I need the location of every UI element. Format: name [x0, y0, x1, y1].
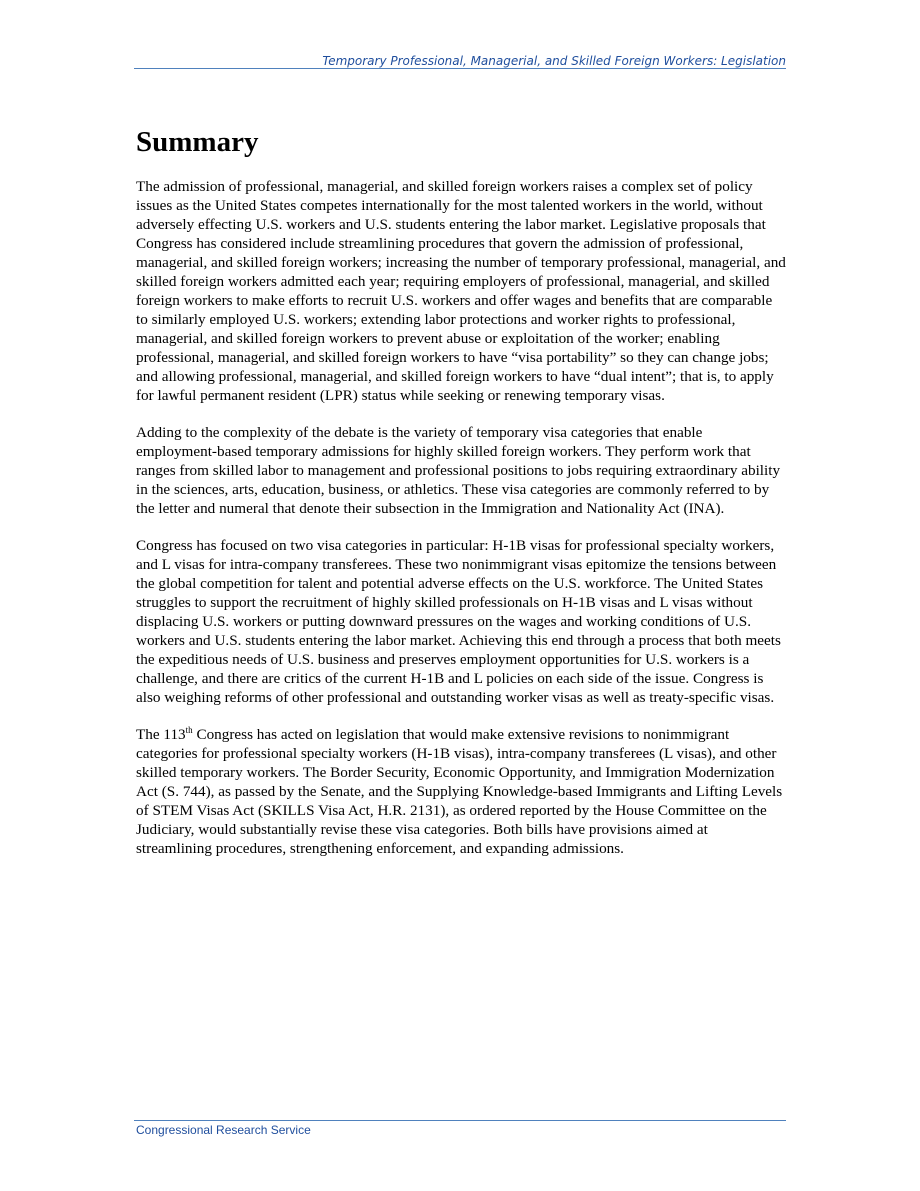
- running-header-title: Temporary Professional, Managerial, and Skilled Foreign Workers: Legislation: [322, 54, 786, 68]
- paragraph-4-rest: Congress has acted on legislation that would make extensive revisions to nonimmigrant categories for professional specialty workers (H-1B visas), intra-company transferees (L visas), and other skilled temporary workers. The Border Security, Economic Opportunity, and Immigration Modernization Act (S. 744), as passed by the Senate, and the Supplying Knowledge-based Immigrants and Lifting Levels of STEM Visas Act (SKILLS Visa Act, H.R. 2131), as ordered reported by the House Committee on the Judiciary, would substantially revise these visa categories. Both bills have provisions aimed at streamlining procedures, strengthening enforcement, and expanding admissions.: [136, 726, 783, 857]
- paragraph-4: [136, 725, 786, 858]
- footer-divider: [134, 1120, 786, 1121]
- footer-publisher: Congressional Research Service: [136, 1123, 311, 1137]
- header-divider: [134, 68, 786, 69]
- paragraph-3: Congress has focused on two visa categories in particular: H-1B visas for professional specialty workers, and L visas for intra-company transferees. These two nonimmigrant visas epitomize the tensions between the global competition for talent and potential adverse effects on the U.S. workforce. The United States struggles to support the recruitment of highly skilled professionals on H-1B visas and L visas without displacing U.S. workers or putting downward pressures on the wages and working conditions of U.S. workers and U.S. students entering the labor market. Achieving this end through a process that both meets the expeditious needs of U.S. business and preserves employment opportunities for U.S. workers is a challenge, and there are critics of the current H-1B and L policies on each side of the issue. Congress is also weighing reforms of other professional and outstanding worker visas as well as treaty-specific visas.: [136, 537, 781, 706]
- paragraph-1: The admission of professional, managerial, and skilled foreign workers raises a complex set of policy issues as the United States competes internationally for the most talented workers in the world, without adversely effecting U.S. workers and U.S. students entering the labor market. Legislative proposals that Congress has considered include streamlining procedures that govern the admission of professional, managerial, and skilled foreign workers; increasing the number of temporary professional, managerial, and skilled foreign workers admitted each year; requiring employers of professional, managerial, and skilled foreign workers to make efforts to recruit U.S. workers and offer wages and benefits that are comparable to similarly employed U.S. workers; extending labor protections and worker rights to professional, managerial, and skilled foreign workers to prevent abuse or exploitation of the worker; enabling professional, managerial, and skilled foreign workers to have “visa portability” so they can change jobs; and allowing professional, managerial, and skilled foreign workers to have “dual intent”; that is, to apply for lawful permanent resident (LPR) status while seeking or renewing temporary visas.: [136, 178, 786, 404]
- paragraph-2: Adding to the complexity of the debate is the variety of temporary visa categories that enable employment-based temporary admissions for highly skilled foreign workers. They perform work that ranges from skilled labor to management and professional positions to jobs requiring extraordinary ability in the sciences, arts, education, business, or athletics. These visa categories are commonly referred to by the letter and numeral that denote their subsection in the Immigration and Nationality Act (INA).: [136, 424, 781, 517]
- summary-body: [136, 177, 786, 876]
- ordinal-superscript: th: [185, 725, 193, 735]
- page-title: Summary: [136, 126, 259, 158]
- paragraph-4-lead: The 113: [136, 726, 186, 743]
